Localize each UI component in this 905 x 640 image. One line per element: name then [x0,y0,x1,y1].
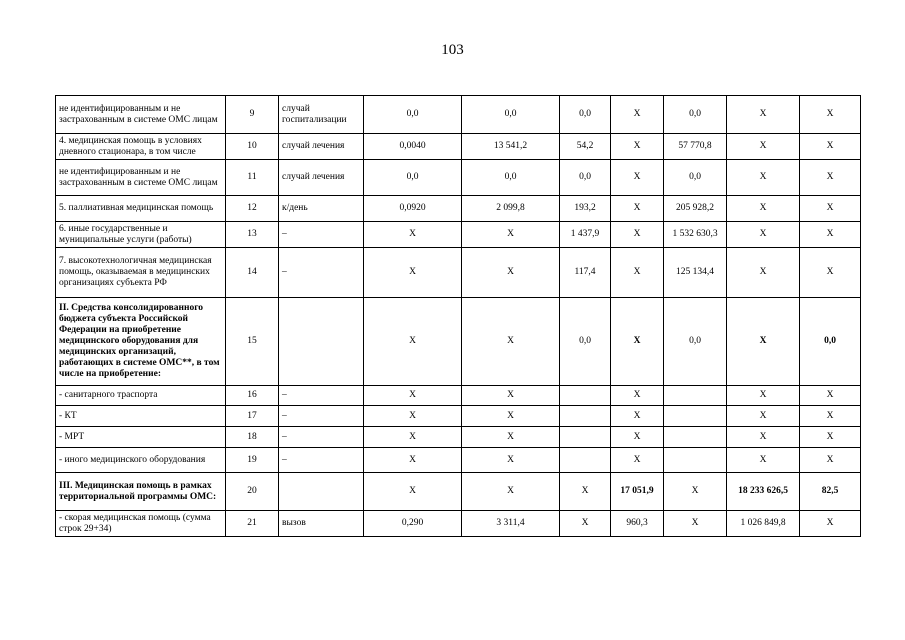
cell-cost-oms: Х [727,448,800,473]
cell-per-capita-budget: 0,0 [560,298,611,386]
cell-norm-volume: Х [364,298,462,386]
cell-per-capita-oms: 17 051,9 [611,473,664,511]
table-row [56,298,861,386]
cell-norm-cost: Х [462,248,560,298]
cell-norm-volume: Х [364,386,462,406]
row-number: 14 [226,248,279,298]
cell-cost-oms: Х [727,298,800,386]
cell-cost-budget: Х [664,511,727,537]
row-name: 6. иные государственные и муниципальные услуги (работы) [56,222,226,248]
row-name: 5. паллиативная медицинская помощь [56,196,226,222]
row-name: - санитарного траспорта [56,386,226,406]
cell-per-capita-budget: Х [560,473,611,511]
table-row [56,473,861,511]
cell-cost-budget [664,406,727,427]
cell-per-capita-budget: 54,2 [560,134,611,160]
row-number: 19 [226,448,279,473]
cell-cost-budget: 0,0 [664,96,727,134]
cell-percent: Х [800,511,861,537]
cell-cost-budget: 1 532 630,3 [664,222,727,248]
cell-per-capita-oms: Х [611,298,664,386]
cell-norm-volume: 0,0040 [364,134,462,160]
cell-norm-volume: Х [364,222,462,248]
cell-norm-cost: 13 541,2 [462,134,560,160]
cell-percent: Х [800,196,861,222]
cell-cost-budget: 125 134,4 [664,248,727,298]
cell-per-capita-budget [560,448,611,473]
cell-norm-volume: Х [364,248,462,298]
table-row [56,248,861,298]
page-number: 103 [441,42,464,58]
cell-norm-cost: Х [462,386,560,406]
cell-norm-cost: 0,0 [462,96,560,134]
cell-norm-cost: 2 099,8 [462,196,560,222]
cell-percent: Х [800,134,861,160]
row-unit [279,298,364,386]
cell-cost-oms: Х [727,222,800,248]
row-number: 12 [226,196,279,222]
cell-percent: Х [800,160,861,196]
cell-cost-oms: Х [727,427,800,448]
cell-per-capita-oms: Х [611,406,664,427]
cell-cost-oms: Х [727,96,800,134]
cell-cost-oms: Х [727,248,800,298]
row-number: 21 [226,511,279,537]
cell-per-capita-budget: 193,2 [560,196,611,222]
table-body [56,96,861,537]
table-row [56,196,861,222]
row-unit: случай госпитализации [279,96,364,134]
table-row [56,222,861,248]
table-row [56,406,861,427]
cell-per-capita-budget [560,406,611,427]
cell-cost-budget: Х [664,473,727,511]
row-unit: случай лечения [279,160,364,196]
cell-per-capita-oms: Х [611,386,664,406]
cell-per-capita-oms: Х [611,427,664,448]
cell-cost-budget [664,448,727,473]
table-row [56,96,861,134]
cell-norm-volume: Х [364,406,462,427]
cell-cost-oms: 1 026 849,8 [727,511,800,537]
cell-norm-cost: Х [462,427,560,448]
row-number: 20 [226,473,279,511]
cell-percent: Х [800,448,861,473]
cell-per-capita-budget: Х [560,511,611,537]
table-row [56,427,861,448]
cell-per-capita-oms: Х [611,196,664,222]
cell-percent: Х [800,222,861,248]
row-unit: – [279,448,364,473]
cell-percent: Х [800,427,861,448]
cell-norm-cost: Х [462,406,560,427]
cell-cost-budget [664,427,727,448]
row-unit: – [279,427,364,448]
cell-norm-volume: Х [364,448,462,473]
cell-per-capita-oms: Х [611,222,664,248]
cell-norm-cost: Х [462,222,560,248]
row-name: III. Медицинская помощь в рамках территориальной программы ОМС: [56,473,226,511]
cell-per-capita-budget: 1 437,9 [560,222,611,248]
cell-cost-oms: 18 233 626,5 [727,473,800,511]
cell-cost-budget [664,386,727,406]
cell-percent: 0,0 [800,298,861,386]
cell-percent: Х [800,406,861,427]
row-name: не идентифицированным и не застрахованным в системе ОМС лицам [56,96,226,134]
row-name: - МРТ [56,427,226,448]
cell-cost-budget: 205 928,2 [664,196,727,222]
budget-table [55,95,861,537]
cell-norm-cost: 0,0 [462,160,560,196]
cell-percent: Х [800,386,861,406]
table-row [56,386,861,406]
row-number: 11 [226,160,279,196]
row-number: 16 [226,386,279,406]
cell-cost-oms: Х [727,160,800,196]
cell-cost-budget: 0,0 [664,160,727,196]
row-unit: вызов [279,511,364,537]
cell-norm-cost: Х [462,298,560,386]
cell-per-capita-budget: 117,4 [560,248,611,298]
row-unit: случай лечения [279,134,364,160]
cell-per-capita-oms: Х [611,134,664,160]
row-name: - КТ [56,406,226,427]
row-number: 17 [226,406,279,427]
cell-cost-budget: 0,0 [664,298,727,386]
row-number: 13 [226,222,279,248]
cell-norm-volume: 0,0 [364,160,462,196]
cell-norm-volume: 0,290 [364,511,462,537]
table-row [56,448,861,473]
cell-cost-oms: Х [727,196,800,222]
row-unit [279,473,364,511]
cell-percent: Х [800,248,861,298]
row-unit: к/день [279,196,364,222]
cell-norm-cost: 3 311,4 [462,511,560,537]
cell-cost-budget: 57 770,8 [664,134,727,160]
table-row [56,134,861,160]
row-name: 4. медицинская помощь в условиях дневного стационара, в том числе [56,134,226,160]
cell-per-capita-budget: 0,0 [560,96,611,134]
cell-per-capita-oms: 960,3 [611,511,664,537]
cell-per-capita-budget: 0,0 [560,160,611,196]
cell-norm-volume: Х [364,473,462,511]
row-number: 15 [226,298,279,386]
cell-norm-cost: Х [462,473,560,511]
cell-norm-volume: 0,0920 [364,196,462,222]
row-number: 18 [226,427,279,448]
row-unit: – [279,248,364,298]
cell-percent: 82,5 [800,473,861,511]
cell-norm-cost: Х [462,448,560,473]
cell-norm-volume: Х [364,427,462,448]
row-name: - иного медицинского оборудования [56,448,226,473]
cell-cost-oms: Х [727,386,800,406]
row-name: - скорая медицинская помощь (сумма строк 29+34) [56,511,226,537]
cell-cost-oms: Х [727,406,800,427]
cell-per-capita-budget [560,386,611,406]
cell-cost-oms: Х [727,134,800,160]
row-unit: – [279,222,364,248]
cell-norm-volume: 0,0 [364,96,462,134]
row-name: 7. высокотехнологичная медицинская помощь, оказываемая в медицинских организациях субъекта РФ [56,248,226,298]
cell-percent: Х [800,96,861,134]
cell-per-capita-oms: Х [611,96,664,134]
row-unit: – [279,406,364,427]
row-unit: – [279,386,364,406]
row-name: не идентифицированным и не застрахованным в системе ОМС лицам [56,160,226,196]
cell-per-capita-oms: Х [611,248,664,298]
row-number: 9 [226,96,279,134]
cell-per-capita-oms: Х [611,448,664,473]
cell-per-capita-oms: Х [611,160,664,196]
row-name: II. Средства консолидированного бюджета субъекта Российской Федерации на приобретение медицинского оборудования для медицинских организаций, работающих в системе ОМС**, в том числе на приобретение: [56,298,226,386]
row-number: 10 [226,134,279,160]
table-row [56,160,861,196]
cell-per-capita-budget [560,427,611,448]
table-row [56,511,861,537]
